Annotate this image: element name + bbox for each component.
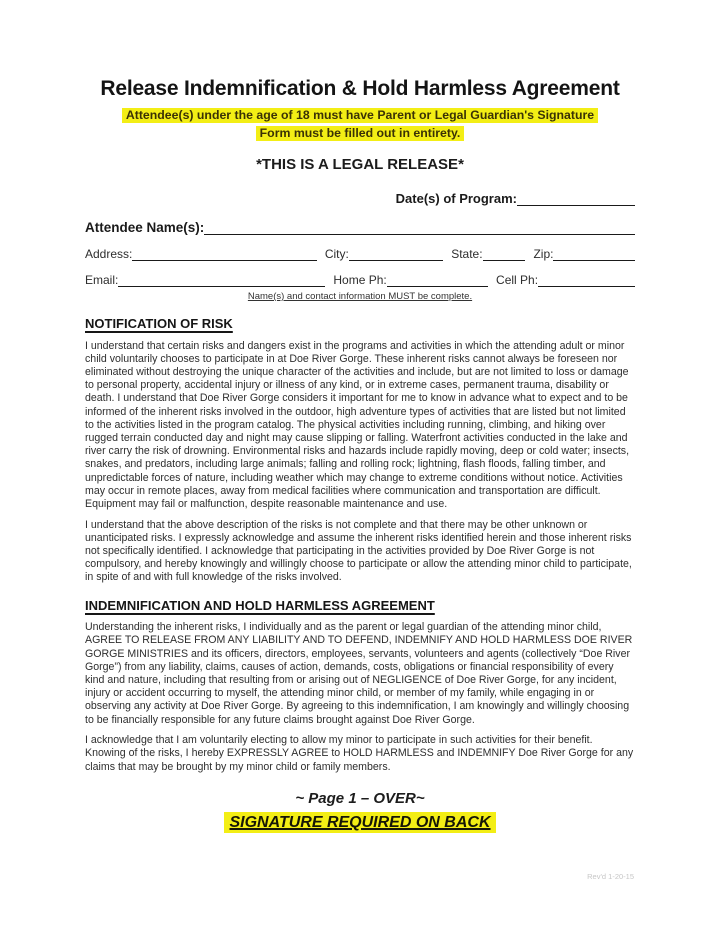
cell-phone-field[interactable] (538, 272, 635, 287)
zip-field[interactable] (553, 246, 635, 261)
email-field[interactable] (118, 272, 325, 287)
attendee-name-field[interactable] (204, 220, 635, 235)
attendee-name-row (85, 220, 635, 235)
home-phone-label: Home Ph: (333, 273, 387, 287)
revision-date: Rev'd 1-20-15 (587, 872, 634, 881)
notification-of-risk-heading: NOTIFICATION OF RISK (85, 316, 233, 331)
page-title: Release Indemnification & Hold Harmless Agreement (100, 77, 620, 100)
signature-required-notice: SIGNATURE REQUIRED ON BACK (224, 812, 495, 833)
date-of-program-label: Date(s) of Program: (395, 191, 517, 206)
address-row (85, 246, 635, 261)
email-label: Email: (85, 273, 119, 287)
legal-release-statement: *THIS IS A LEGAL RELEASE* (256, 156, 464, 173)
date-of-program-row (85, 191, 635, 206)
address-label: Address: (85, 247, 133, 261)
indemnification-paragraph-1: Understanding the inherent risks, I individually and as the parent or legal guardian of the attending minor child, AGREE TO RELEASE FROM ANY LIABILITY AND TO DEFEND, INDEMNIFY AND HOLD HARMLESS DOE RIVER GORGE MINISTRIES and its officers, directors, employees, servants, volunteers and agents (collectively “Doe River Gorge”) from any liability, claims, causes of action, demands, costs, obligations or financial responsibility of every kind and nature, including that resulting from or arising out of NEGLIGENCE of Doe River Gorge, for any incident, injury or accident occurring to myself, the attending minor child, or member of my family, while engaging in or observing any activity at Doe River Gorge. By agreeing to this indemnification, I am knowingly and willingly choosing to be financially responsible for any future claims brought against Doe River Gorge. (85, 621, 633, 726)
zip-label: Zip: (533, 247, 554, 261)
page-1-over-note: ~ Page 1 – OVER~ (295, 789, 425, 807)
state-label: State: (451, 247, 483, 261)
contact-complete-note: Name(s) and contact information MUST be complete. (247, 291, 473, 302)
email-phone-row (85, 272, 635, 287)
date-of-program-field[interactable] (517, 191, 635, 206)
fill-entirety-notice: Form must be filled out in entirety. (256, 126, 465, 141)
page-footer (85, 789, 635, 833)
risk-paragraph-1: I understand that certain risks and dangers exist in the programs and activities in which the attending adult or minor child voluntarily chooses to participate in at Doe River Gorge. These inherent risks cannot always be foreseen nor eliminated without destroying the unique character of the activities and include, but are not limited to loss or damage to personal property, accidental injury or illness of any kind, or in extreme cases, permanent trauma, disability or death. I understand that Doe River Gorge considers it important for me to know in advance what to expect and to be informed of the inherent risks involved in the outdoor, high adventure types of activities that are listed but not limited to the activities listed in the program catalog. The physical activities including running, climbing, and hiking over rugged terrain conducted day and night may cause slipping or falling. Waterfront activities conducted in the lake and river carry the risk of drowning. Environmental risks and hazards include rapidly moving, deep or cold water; insects, snakes, and predators, including large animals; falling and rolling rock; lightning, flash floods, falling timber, and unpredictable forces of nature, including weather which may change to extreme conditions without notice. Activities may occur in remote places, away from medical facilities where communication and transportation are difficult. Equipment may fail or malfunction, despite reasonable maintenance and use. (85, 339, 630, 510)
cell-phone-label: Cell Ph: (496, 273, 539, 287)
address-field[interactable] (132, 246, 316, 261)
guardian-signature-notice: Attendee(s) under the age of 18 must have Parent or Legal Guardian's Signature (122, 108, 598, 123)
home-phone-field[interactable] (387, 272, 488, 287)
state-field[interactable] (483, 246, 526, 261)
indemnification-paragraph-2: I acknowledge that I am voluntarily electing to allow my minor to participate in such activities for their benefit. Knowing of the risks, I hereby EXPRESSLY AGREE to HOLD HARMLESS and INDEMNIFY Doe River Gorge for any claims that may be brought by my minor child or family members. (85, 734, 634, 773)
attendee-name-label: Attendee Name(s): (85, 220, 205, 235)
city-label: City: (324, 247, 349, 261)
highlighted-notice (85, 106, 635, 142)
risk-paragraph-2: I understand that the above description of the risks is not complete and that there may be other unknown or unanticipated risks. I expressly acknowledge and assume the inherent risks identified herein and those inherent risks not specifically identified. I acknowledge that participating in the activities provided by Doe River Gorge is not compulsory, and hereby knowingly and willingly choose to participate or allow the attending minor child to participate, in spite of and with full knowledge of the risks involved. (85, 518, 632, 584)
city-field[interactable] (349, 246, 443, 261)
indemnification-heading: INDEMNIFICATION AND HOLD HARMLESS AGREEMENT (85, 597, 435, 613)
